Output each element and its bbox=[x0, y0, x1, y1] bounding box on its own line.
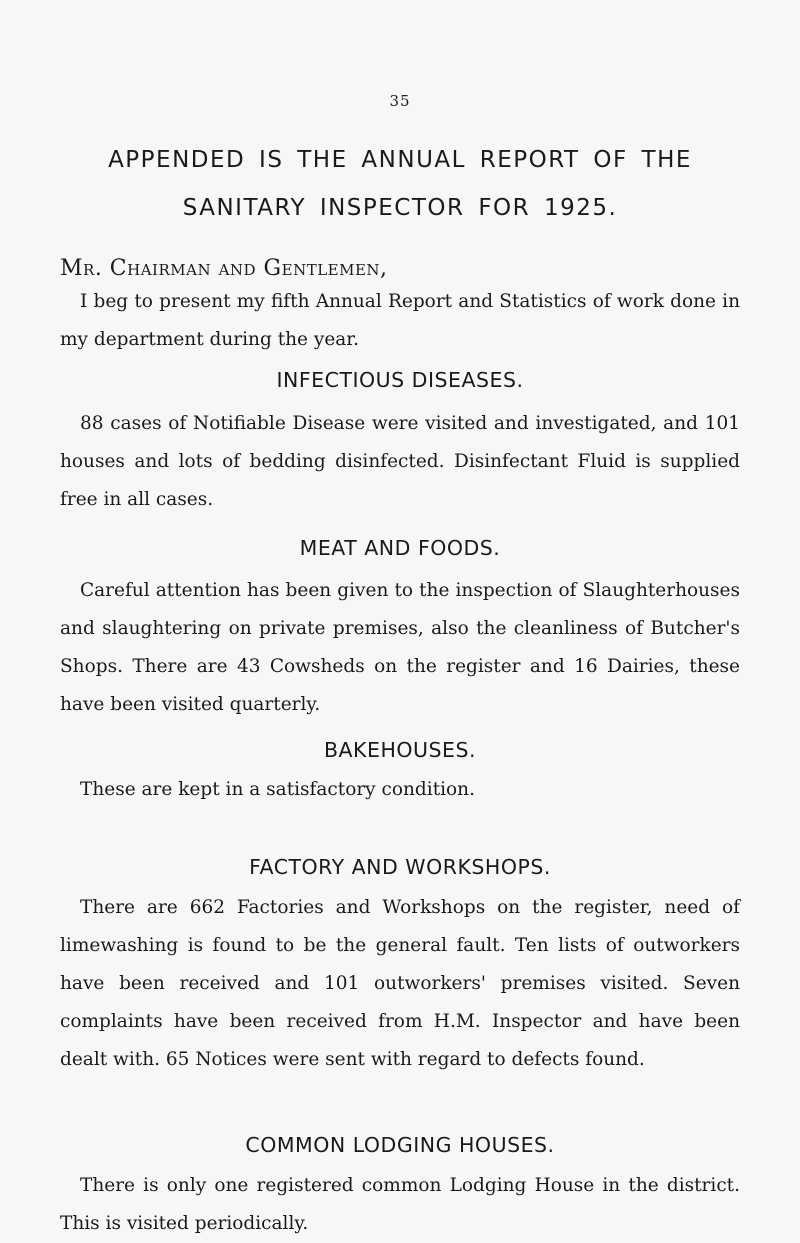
paragraph-meat-and-foods: Careful attention has been given to the inspection of Slaughterhouses and slaughtering on private premises, also the cleanliness of Butcher's Shops. There are 43 Cowsheds on the register and 16 Dairies, these have been visited quarterly. bbox=[60, 580, 740, 715]
report-title-line-2: SANITARY INSPECTOR FOR 1925. bbox=[182, 195, 618, 221]
salutation: Mr. Chairman and Gentlemen, bbox=[60, 256, 388, 281]
paragraph-factory-and-workshops: There are 662 Factories and Workshops on the register, need of limewashing is found to be the general fault. Ten lists of outworkers have been received and 101 outworkers' premises visited. Seven complaints have been received from H.M. Inspector and have been dealt with. 65 Notices were sent with regard to defects found. bbox=[60, 897, 740, 1070]
report-title-line-1: APPENDED IS THE ANNUAL REPORT OF THE bbox=[108, 147, 692, 173]
heading-bakehouses: BAKEHOUSES. bbox=[323, 738, 477, 762]
page-number: 35 bbox=[389, 92, 411, 110]
heading-meat-and-foods: MEAT AND FOODS. bbox=[299, 536, 501, 560]
paragraph-infectious-diseases: 88 cases of Notifiable Disease were visited and investigated, and 101 houses and lots of bedding disinfected. Disinfectant Fluid is supplied free in all cases. bbox=[60, 413, 740, 510]
intro-paragraph: I beg to present my fifth Annual Report and Statistics of work done in my department during the year. bbox=[60, 291, 740, 350]
heading-infectious-diseases: INFECTIOUS DISEASES. bbox=[276, 368, 524, 392]
heading-common-lodging-houses: COMMON LODGING HOUSES. bbox=[245, 1133, 555, 1157]
heading-factory-and-workshops: FACTORY AND WORKSHOPS. bbox=[249, 855, 551, 879]
paragraph-common-lodging-houses: There is only one registered common Lodging House in the district. This is visited periodically. bbox=[60, 1175, 740, 1234]
paragraph-bakehouses: These are kept in a satisfactory condition. bbox=[80, 779, 475, 800]
